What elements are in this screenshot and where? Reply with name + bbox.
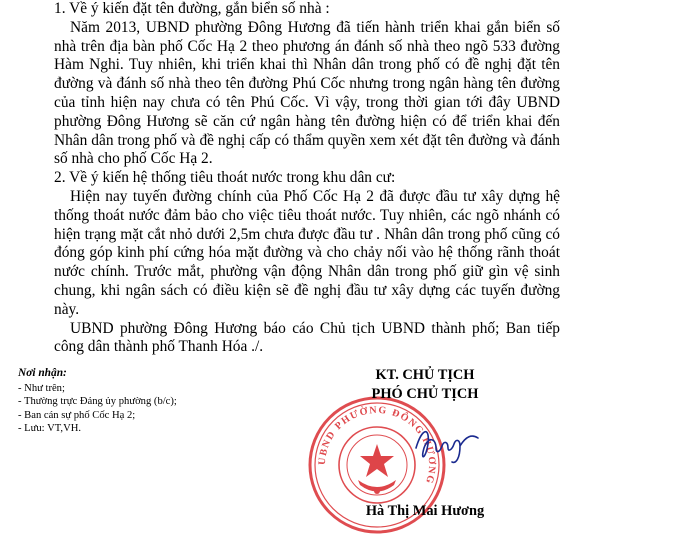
section-1-paragraph: Năm 2013, UBND phường Đông Hương đã tiến hành triển khai gắn biển số nhà trên địa bàn phố Cốc Hạ 2 theo phương án đánh số nhà theo ngõ 533 đường Hàm Nghi. Tuy nhiên, khi triển khai thì Nhân dân trong phố có đề nghị đặt tên đường và đánh số nhà theo tên đường Phú Cốc nhưng trong ngân hàng tên đường của tỉnh hiện nay chưa có tên Phú Cốc. Vì vậy, trong thời gian tới đây UBND phường Đông Hương sẽ căn cứ ngân hàng tên đường hiện có để triển khai đến Nhân dân trong phố và đề nghị cấp có thẩm quyền xem xét đặt tên đường và đánh số nhà cho phố Cốc Hạ 2. (54, 18, 560, 168)
signature-title-2: PHÓ CHỦ TỊCH (371, 386, 479, 402)
recipients-block (18, 367, 278, 436)
closing-paragraph: UBND phường Đông Hương báo cáo Chủ tịch UBND thành phố; Ban tiếp công dân thành phố Thanh Hóa ./. (54, 319, 560, 356)
signature-title-1: KT. CHỦ TỊCH (375, 367, 475, 383)
stamp-text: UBND PHƯỜNG ĐÔNG HƯƠNG (316, 404, 438, 486)
section-2-paragraph: Hiện nay tuyến đường chính của Phố Cốc Hạ 2 đã được đầu tư xây dựng hệ thống thoát nước đảm bảo cho việc tiêu thoát nước. Tuy nhiên, các ngõ nhánh có hiện trạng mặt cắt nhỏ dưới 2,5m chưa được đầu tư . Nhân dân trong phố cũng có đóng góp kinh phí cứng hóa mặt đường và cho chảy nối vào hệ thống rãnh thoát nước chính. Trước mắt, phường vận động Nhân dân trong phố giữ gìn vệ sinh chung, khi ngân sách có điều kiện sẽ đề nghị đầu tư xây dựng các tuyến đường này. (54, 187, 560, 318)
recipients-title: Nơi nhận: (18, 367, 67, 379)
signatory-name: Hà Thị Mai Hương (365, 503, 485, 519)
recipient-item: - Thường trực Đảng ủy phường (b/c); (18, 396, 177, 407)
recipient-item: - Lưu: VT,VH. (18, 423, 82, 434)
handwritten-signature (412, 418, 482, 468)
recipient-item: - Ban cán sự phố Cốc Hạ 2; (18, 409, 136, 421)
recipient-item: - Như trên; (18, 382, 65, 394)
section-1-heading: 1. Về ý kiến đặt tên đường, gắn biển số nhà : (54, 0, 330, 17)
report-body (54, 0, 560, 357)
section-2-heading: 2. Về ý kiến hệ thống tiêu thoát nước trong khu dân cư: (54, 169, 396, 187)
